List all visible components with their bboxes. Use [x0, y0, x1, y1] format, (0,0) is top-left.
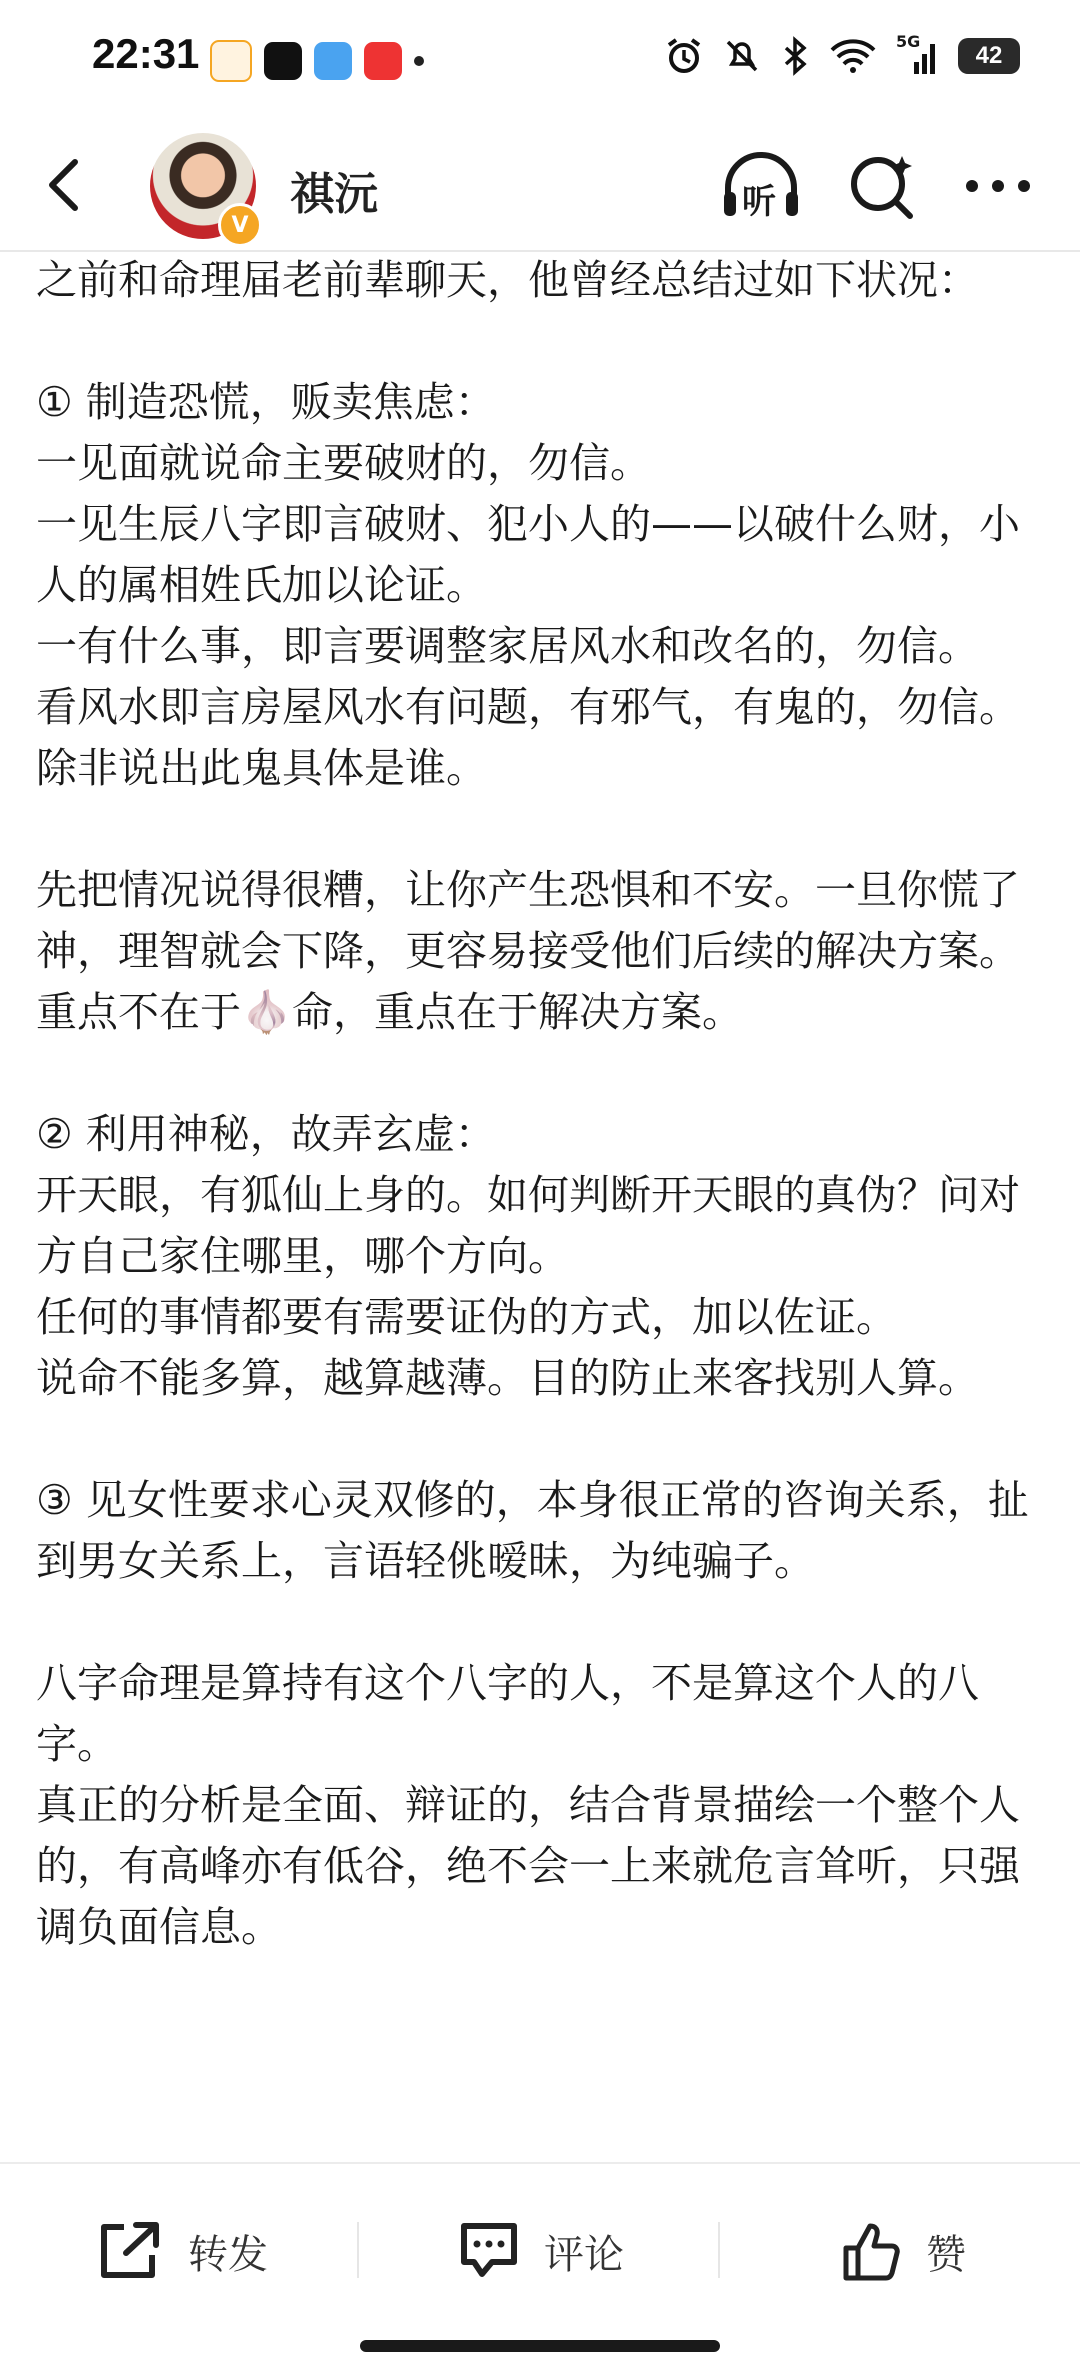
post-line: ② 利用神秘，故弄玄虚： [36, 1110, 496, 1158]
comment-button[interactable] [456, 2216, 624, 2286]
bluetooth-icon [780, 36, 810, 76]
home-indicator[interactable] [360, 2340, 720, 2352]
repost-button[interactable] [96, 2216, 268, 2286]
toutiao-icon [364, 42, 402, 80]
like-label: 赞 [926, 2231, 966, 2278]
mute-icon [722, 36, 762, 76]
system-icons [664, 32, 1020, 76]
post-line: 一见面就说命主要破财的，勿信。 [36, 439, 651, 487]
post-line: 之前和命理届老前辈聊天，他曾经总结过如下状况： [36, 256, 979, 304]
share-icon [96, 2219, 166, 2283]
post-line: 看风水即言房屋风水有问题，有邪气，有鬼的，勿信。除非说出此鬼具体是谁。 [36, 683, 1020, 792]
like-button[interactable] [838, 2216, 966, 2286]
profile-name[interactable]: 祺沅 [290, 169, 378, 220]
paragraph-gap [36, 311, 1046, 372]
bottom-action-bar [0, 2162, 1080, 2334]
post-line: 任何的事情都要有需要证伪的方式，加以佐证。 [36, 1293, 897, 1341]
paragraph-gap [36, 1592, 1046, 1653]
status-time: 22:31 [92, 30, 200, 77]
repost-label: 转发 [188, 2231, 268, 2278]
post-line: ③ 见女性要求心灵双修的，本身很正常的咨询关系，扯到男女关系上，言语轻佻暧昧，为纯骗子。 [36, 1476, 1029, 1585]
comment-icon [456, 2218, 522, 2284]
post-line: 先把情况说得很糟，让你产生恐惧和不安。一旦你慌了神，理智就会下降，更容易接受他们后续的解决方案。重点不在于🧄命，重点在于解决方案。 [36, 866, 1020, 1036]
post-line: 一见生辰八字即言破财、犯小人的——以破什么财，小人的属相姓氏加以论证。 [36, 500, 1020, 609]
comment-label: 评论 [544, 2231, 624, 2278]
post-line: 八字命理是算持有这个八字的人，不是算这个人的八字。 [36, 1659, 979, 1768]
listen-button[interactable] [718, 148, 804, 224]
post-line: 一有什么事，即言要调整家居风水和改名的，勿信。 [36, 622, 979, 670]
more-notifications-dot [414, 56, 424, 66]
top-nav-bar [0, 120, 1080, 252]
search-icon[interactable] [844, 148, 920, 224]
divider [718, 2222, 720, 2278]
battery-indicator: 42 [958, 38, 1020, 74]
network-type: 5G [896, 32, 921, 51]
listen-label: 听 [742, 182, 776, 222]
wifi-icon [828, 36, 878, 76]
post-line: 开天眼，有狐仙上身的。如何判断开天眼的真伪？问对方自己家住哪里，哪个方向。 [36, 1171, 1020, 1280]
status-bar [0, 0, 1080, 120]
post-line: ① 制造恐慌，贩卖焦虑： [36, 378, 496, 426]
tiktok-icon [264, 42, 302, 80]
alarm-icon [664, 36, 704, 76]
signal-icon [896, 32, 940, 76]
post-line: 真正的分析是全面、辩证的，结合背景描绘一个整个人的，有高峰亦有低谷，绝不会一上来就危言耸听，只强调负面信息。 [36, 1781, 1020, 1951]
weather-icon [314, 42, 352, 80]
paragraph-gap [36, 1043, 1046, 1104]
divider [357, 2222, 359, 2278]
weibo-icon [210, 40, 252, 82]
back-arrow-icon[interactable] [30, 150, 100, 220]
post-line: 说命不能多算，越算越薄。目的防止来客找别人算。 [36, 1354, 979, 1402]
paragraph-gap [36, 1409, 1046, 1470]
notification-icons [210, 40, 424, 82]
post-body [36, 250, 1046, 1958]
thumbs-up-icon [838, 2218, 904, 2284]
verified-badge: V [218, 203, 262, 247]
more-options-icon[interactable] [958, 148, 1038, 224]
paragraph-gap [36, 799, 1046, 860]
